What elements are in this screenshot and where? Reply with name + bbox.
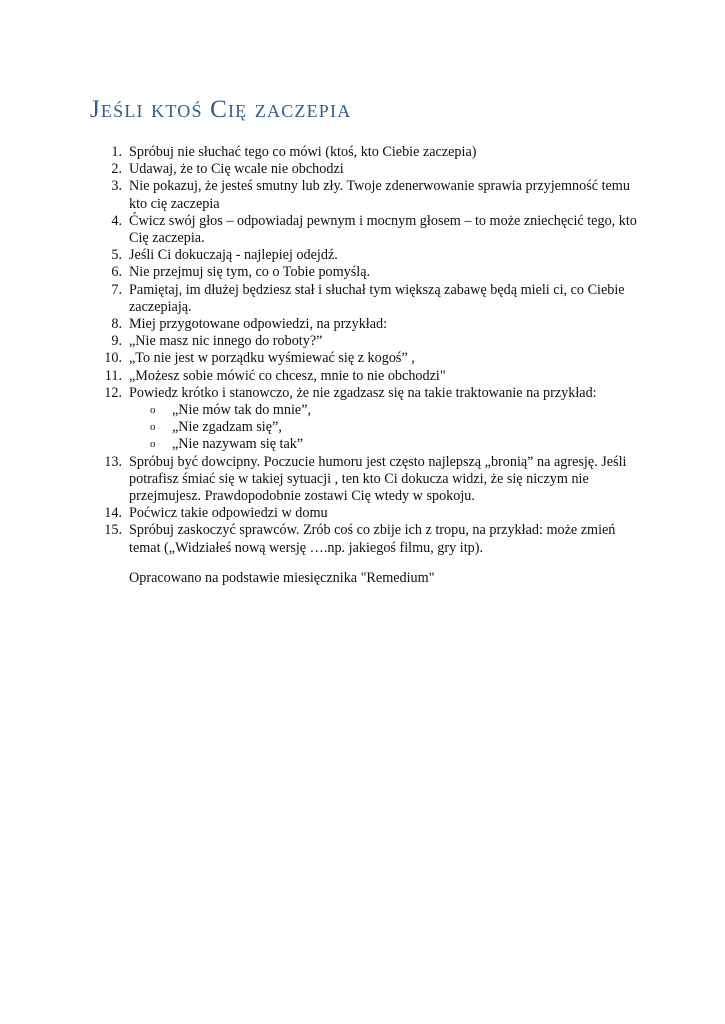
list-number: 11. [104,367,122,384]
list-item-text: Jeśli Ci dokuczają - najlepiej odejdź. [129,247,338,264]
list-item-text: „Nie masz nic innego do roboty?” [129,333,323,350]
sub-list-item-text: „Nie mów tak do mnie”, [172,402,312,419]
circle-bullet-icon: o [150,404,156,417]
list-number: 3. [111,178,122,195]
list-number: 2. [111,161,122,178]
example-phrases-list [129,402,650,454]
list-item-text: Udawaj, że to Cię wcale nie obchodzi [129,161,344,178]
list-item-10 [90,350,650,367]
list-item-5 [90,247,650,264]
list-item-text: Powiedz krótko i stanowczo, że nie zgadzasz się na takie traktowanie na przykład: [129,384,597,401]
list-item-14 [90,505,650,522]
list-item-9 [90,333,650,350]
sub-list-item-text: „Nie nazywam się tak” [172,436,304,453]
list-number: 6. [111,264,122,281]
list-item-13 [90,454,650,506]
list-number: 9. [111,333,122,350]
sub-list-item [129,402,650,419]
circle-bullet-icon: o [150,438,156,451]
list-item-text: Nie pokazuj, że jesteś smutny lub zły. Twoje zdenerwowanie sprawia przyjemność temu kto cię zaczepia [129,178,630,212]
list-number: 14. [104,505,122,522]
source-note: Opracowano na podstawie miesięcznika "Remedium" [129,570,435,586]
list-item-8 [90,316,650,333]
list-item-text: Poćwicz takie odpowiedzi w domu [129,505,328,522]
sub-list-item [129,436,650,453]
circle-bullet-icon: o [150,421,156,434]
list-item-12 [90,385,650,454]
list-number: 15. [104,522,122,539]
list-item-2 [90,161,650,178]
list-item-text: Nie przejmuj się tym, co o Tobie pomyślą. [129,264,371,281]
list-number: 8. [111,316,122,333]
list-item-text: Spróbuj zaskoczyć sprawców. Zrób coś co zbije ich z tropu, na przykład: może zmień temat („Widziałeś nową wersję ….np. jakiegoś filmu, gry itp). [129,522,616,556]
page-title: Jeśli ktoś Cię zaczepia [90,96,352,123]
list-item-1 [90,144,650,161]
advice-list [90,144,650,557]
list-item-text: „To nie jest w porządku wyśmiewać się z kogoś” , [129,350,415,367]
list-item-text: Miej przygotowane odpowiedzi, na przykład: [129,316,388,333]
list-item-6 [90,264,650,281]
list-item-15 [90,522,650,556]
list-number: 4. [111,212,122,229]
list-number: 7. [111,281,122,298]
list-number: 10. [104,350,122,367]
list-number: 1. [111,144,122,160]
list-item-3 [90,178,650,212]
list-number: 12. [104,384,122,401]
list-item-text: „Możesz sobie mówić co chcesz, mnie to nie obchodzi" [129,367,446,384]
list-number: 13. [104,453,122,470]
list-item-7 [90,282,650,316]
sub-list-item [129,419,650,436]
list-number: 5. [111,247,122,264]
list-item-text: Spróbuj nie słuchać tego co mówi (ktoś, kto Ciebie zaczepia) [129,144,477,160]
sub-list-item-text: „Nie zgadzam się”, [172,419,282,436]
list-item-4 [90,213,650,247]
list-item-11 [90,368,650,385]
list-item-text: Spróbuj być dowcipny. Poczucie humoru jest często najlepszą „bronią” na agresję. Jeśli potrafisz śmiać się w takiej sytuacji , ten kto Ci dokucza widzi, że się niczym nie przejmujesz. Prawdopodobnie zostawi Cię wtedy w spokoju. [129,453,627,505]
list-item-text: Pamiętaj, im dłużej będziesz stał i słuchał tym większą zabawę będą mieli ci, co Ciebie zaczepiają. [129,281,625,315]
list-item-text: Ćwicz swój głos – odpowiadaj pewnym i mocnym głosem – to może zniechęcić tego, kto Cię zaczepia. [129,212,637,247]
